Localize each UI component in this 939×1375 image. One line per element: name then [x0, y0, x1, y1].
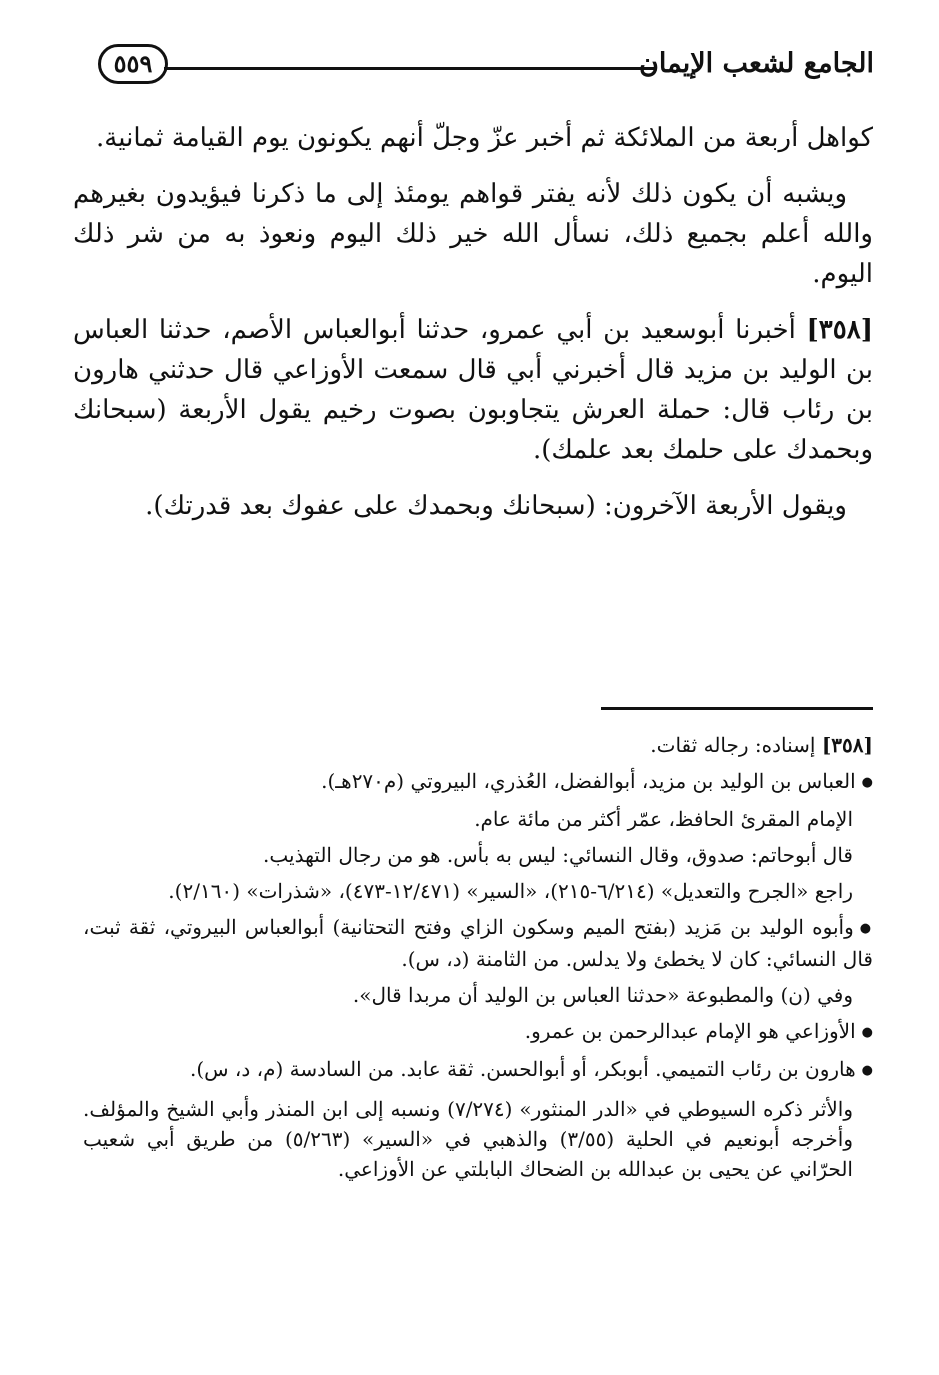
footnote-item-harun: ● هارون بن رئاب التميمي. أبوبكر، أو أبوالحسن. ثقة عابد. من السادسة (م، د، س). — [83, 1054, 873, 1086]
paragraph-3 — [73, 310, 873, 470]
footnote-number: [٣٥٨] — [821, 733, 873, 757]
footnote-heading-text: إسناده: رجاله ثقات. — [650, 733, 816, 757]
hadith-number: [٣٥٨] — [806, 315, 873, 345]
footnote-line: راجع «الجرح والتعديل» (٦/٢١٤-٢١٥)، «السير» (١٢/٤٧١-٤٧٣)، «شذرات» (٢/١٦٠). — [168, 879, 853, 903]
page-number: ٥٥٩ — [98, 44, 168, 84]
footnote-line: الإمام المقرئ الحافظ، عمّر أكثر من مائة عام. — [474, 807, 853, 831]
header-rule — [164, 67, 654, 70]
footnotes — [83, 730, 873, 1190]
main-text — [73, 118, 873, 542]
paragraph-2: ويشبه أن يكون ذلك لأنه يفتر قواهم يومئذ إلى ما ذكرنا فيؤيدون بغيرهم والله أعلم بجميع ذلك، نسأل الله خير ذلك اليوم ونعوذ به من شر ذلك اليوم. — [73, 179, 873, 289]
footnote-item-awzai: ● الأوزاعي هو الإمام عبدالرحمن بن عمرو. — [83, 1016, 873, 1048]
paragraph-1: كواهل أربعة من الملائكة ثم أخبر عزّ وجلّ أنهم يكونون يوم القيامة ثمانية. — [96, 123, 873, 153]
footnote-line: وفي (ن) والمطبوعة «حدثنا العباس بن الوليد أن مربدا قال». — [352, 983, 853, 1007]
footnote-line: قال أبوحاتم: صدوق، وقال النسائي: ليس به بأس. هو من رجال التهذيب. — [263, 843, 853, 867]
paragraph-4: ويقول الأربعة الآخرون: (سبحانك وبحمدك على عفوك بعد قدرتك). — [145, 491, 847, 521]
footnote-item-walid: ● وأبوه الوليد بن مَزيد (بفتح الميم وسكون الزاي وفتح التحتانية) أبوالعباس البيروتي، ثقة ثبت، قال النسائي: كان لا يخطئ ولا يدلس. من الثامنة (د، س). — [83, 912, 873, 974]
book-title: الجامع لشعب الإيمان — [639, 48, 874, 79]
page-header — [98, 42, 874, 92]
footnote-takhrij: والأثر ذكره السيوطي في «الدر المنثور» (٧/٢٧٤) ونسبه إلى ابن المنذر وأبي الشيخ والمؤلف. وأخرجه أبونعيم في الحلية (٣/٥٥) والذهبي في «السير» (٥/٢٦٣) من طريق أبي شعيب الحرّاني عن يحيى بن عبدالله بن الضحاك البابلتي عن الأوزاعي. — [83, 1097, 854, 1181]
hadith-text: أخبرنا أبوسعيد بن أبي عمرو، حدثنا أبوالعباس الأصم، حدثنا العباس بن الوليد بن مزيد قال أخبرني أبي قال سمعت الأوزاعي قال حدثني هارون بن رئاب قال: حملة العرش يتجاوبون بصوت رخيم يقول الأربعة (سبحانك وبحمدك على حلمك بعد علمك). — [73, 315, 873, 465]
footnote-rule — [601, 707, 873, 710]
footnote-heading — [83, 730, 873, 760]
footnote-item-abbas: ● العباس بن الوليد بن مزيد، أبوالفضل، العُذري، البيروتي (م٢٧٠هـ). — [83, 766, 873, 798]
